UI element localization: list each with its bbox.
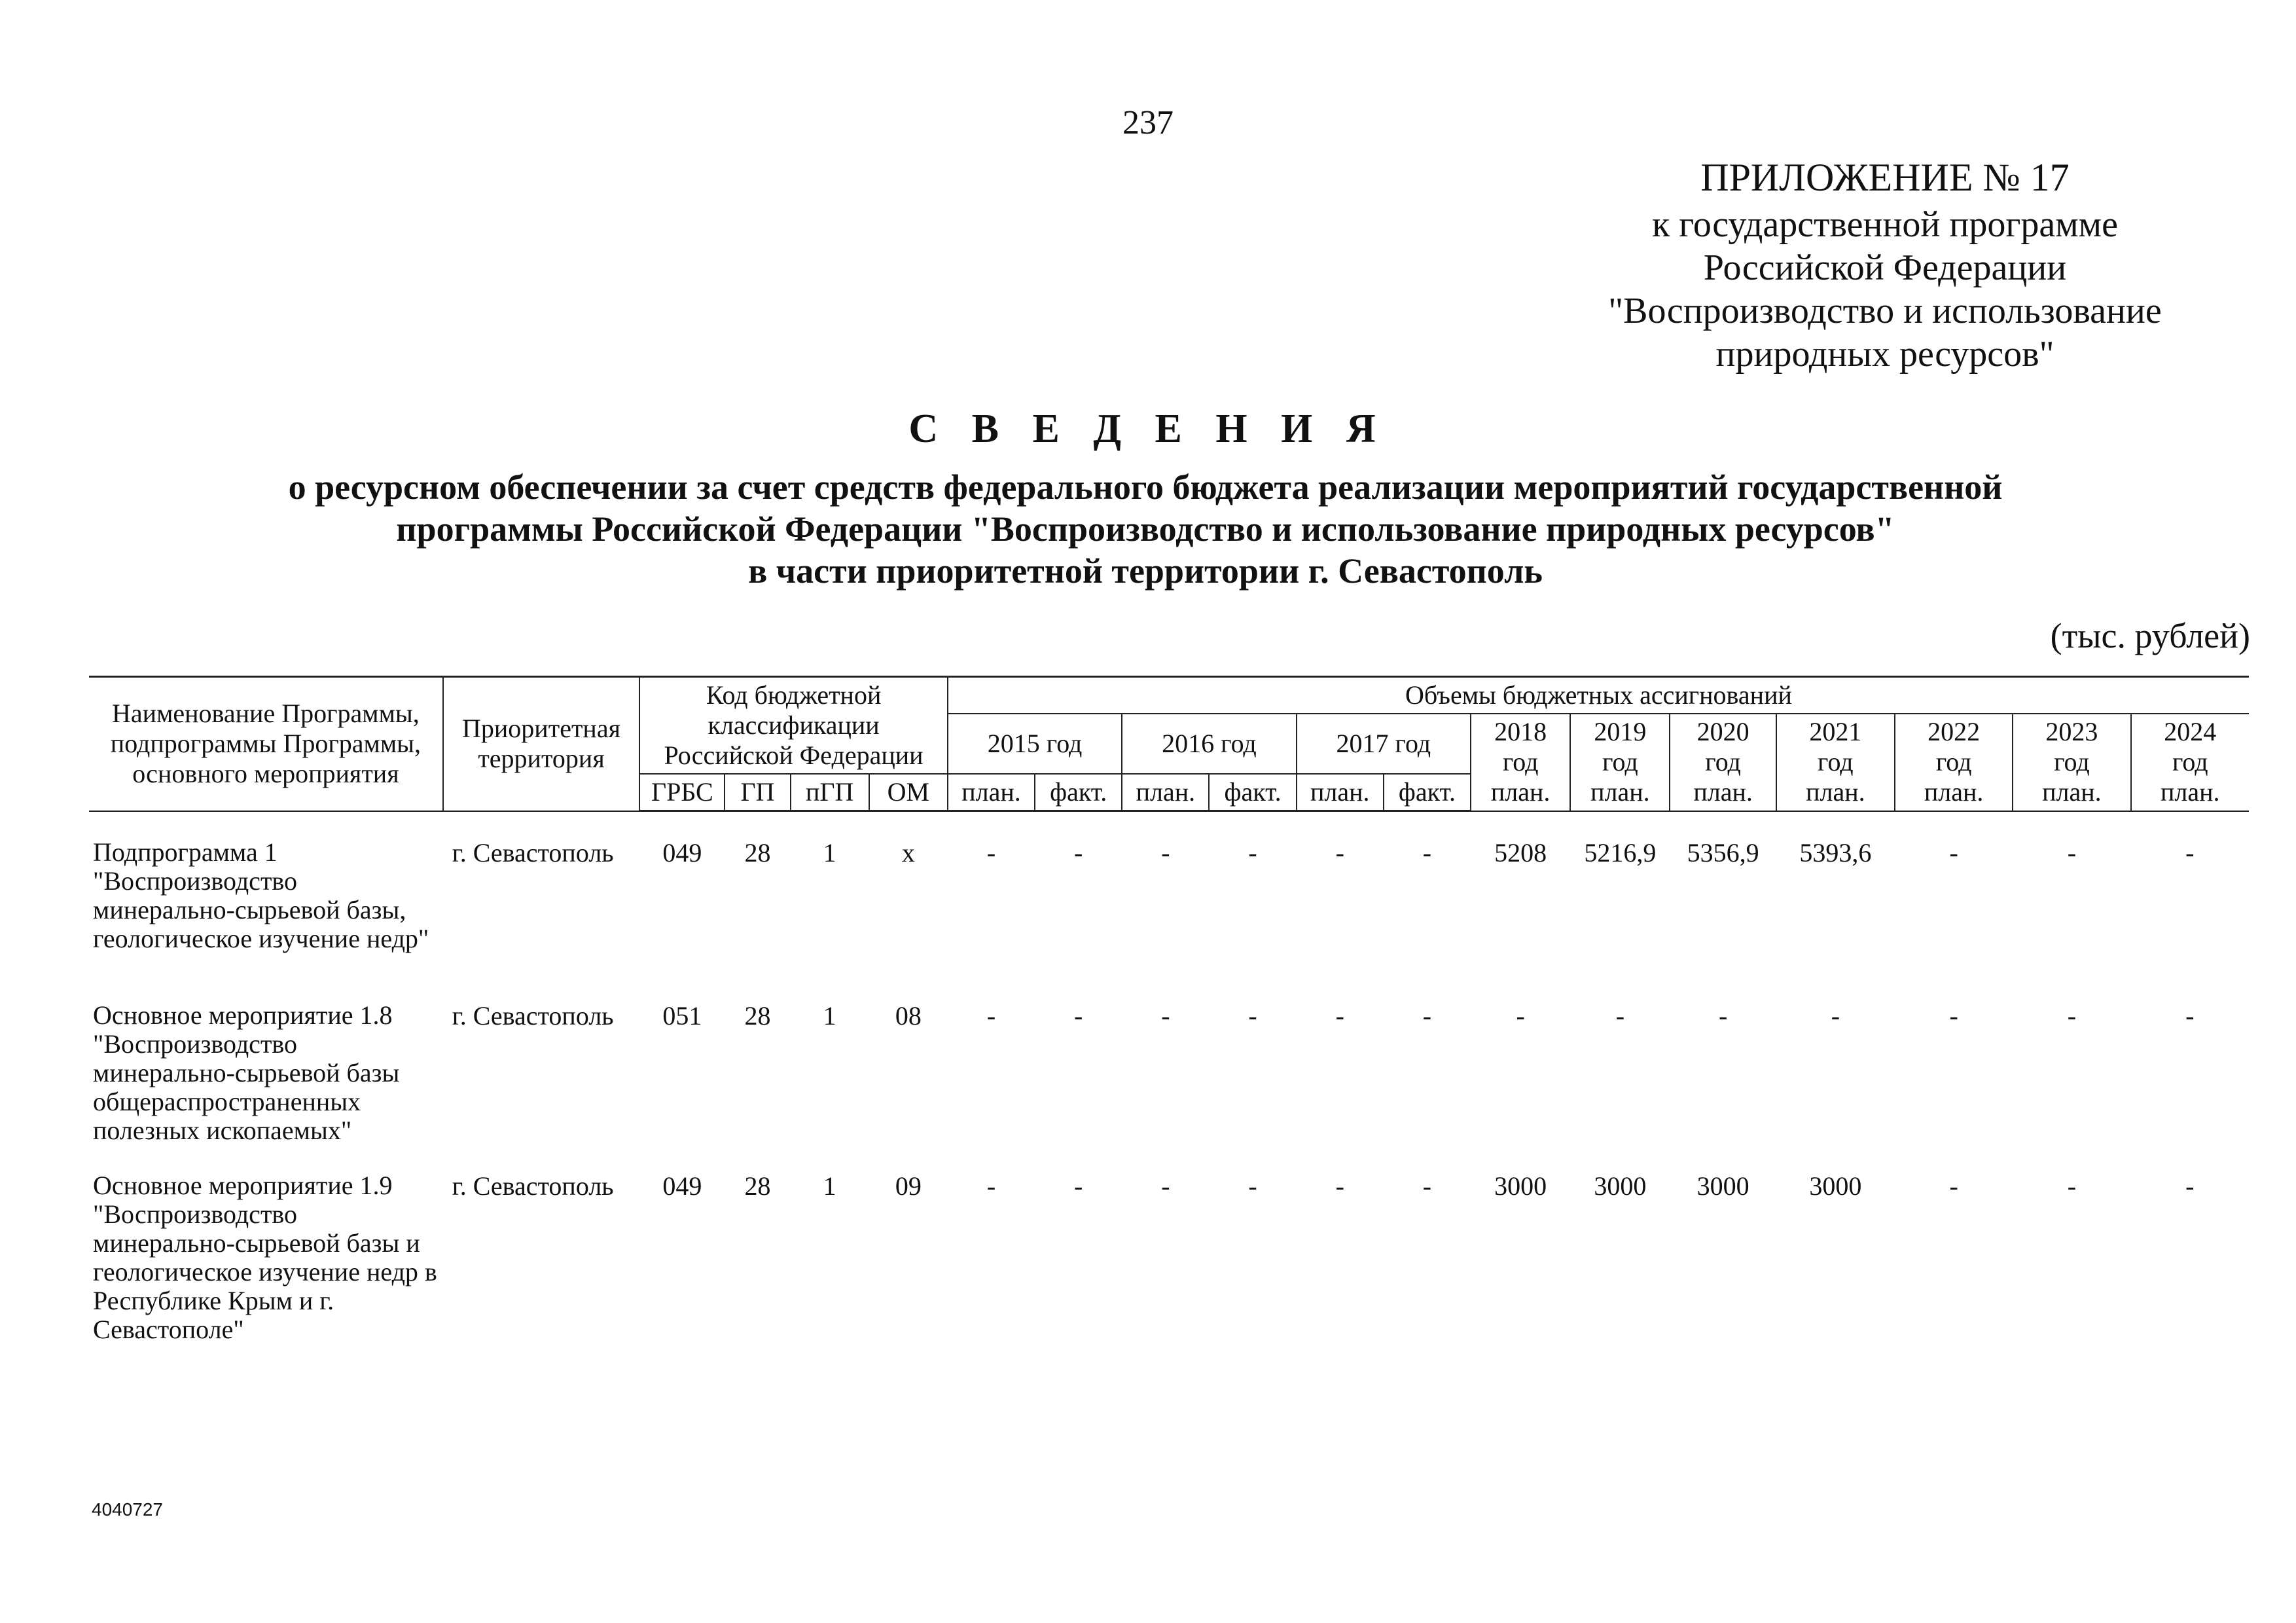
row-value: -	[1161, 838, 1170, 867]
row-value: -	[986, 838, 996, 867]
row-value: -	[1074, 1171, 1083, 1201]
row-value: -	[1949, 837, 1958, 867]
row-value: -	[1949, 1171, 1958, 1201]
subtitle-line: о ресурсном обеспечении за счет средств федерального бюджета реализации мероприятий государственной	[288, 467, 2003, 507]
header-code-pgp: пГП	[791, 774, 869, 811]
header-name: Наименование Программы, подпрограммы Программы, основного мероприятия	[89, 677, 443, 811]
header-plan-2015: план.	[948, 774, 1035, 811]
header-year-2022: 2022 год план.	[1895, 714, 2013, 811]
row-code-pgp: 1	[823, 1000, 836, 1030]
row-code-gp: 28	[744, 1171, 771, 1201]
row-code-pgp: 1	[823, 838, 836, 867]
appendix-line: природных ресурсов"	[1715, 334, 2054, 374]
row-code-grbs: 049	[662, 1171, 702, 1201]
row-value: -	[1949, 1000, 1958, 1030]
row-value: 5216,9	[1584, 837, 1657, 867]
header-year-2019: 2019 год план.	[1570, 714, 1670, 811]
row-value: -	[1718, 1000, 1728, 1030]
row-value: -	[2185, 837, 2195, 867]
row-value: 5208	[1494, 837, 1547, 867]
header-year-2015: 2015 год	[948, 714, 1122, 774]
row-value: -	[1422, 1000, 1432, 1030]
row-value: -	[1335, 1171, 1344, 1201]
header-fact-2017: факт.	[1384, 774, 1471, 811]
appendix-line: к государственной программе	[1652, 204, 2118, 245]
header-fact-2016: факт.	[1209, 774, 1296, 811]
row-value: -	[1615, 1000, 1625, 1030]
footer-code: 4040727	[92, 1499, 164, 1520]
appendix-title: ПРИЛОЖЕНИЕ № 17	[1700, 156, 2070, 199]
row-value: -	[1074, 1000, 1083, 1030]
row-code-om: 09	[895, 1171, 922, 1201]
row-territory: г. Севастополь	[452, 837, 614, 867]
header-year-2016: 2016 год	[1122, 714, 1296, 774]
row-value: -	[1335, 838, 1344, 867]
appendix-line: "Воспроизводство и использование	[1608, 291, 2162, 331]
row-value: -	[986, 1171, 996, 1201]
header-code-om: ОМ	[869, 774, 948, 811]
units-label: (тыс. рублей)	[2050, 616, 2250, 655]
header-plan-2016: план.	[1122, 774, 1209, 811]
budget-table	[89, 676, 2249, 1344]
row-value: 3000	[1809, 1171, 1862, 1201]
header-budget-code: Код бюджетной классификации Российской Федерации	[639, 677, 948, 775]
row-value: -	[1161, 1000, 1170, 1030]
row-value: 3000	[1594, 1171, 1647, 1201]
header-plan-2017: план.	[1297, 774, 1384, 811]
row-value: -	[1248, 838, 1257, 867]
document-subtitle	[196, 466, 2094, 592]
subtitle-line: программы Российской Федерации "Воспроизводство и использование природных ресурсов"	[396, 509, 1895, 549]
row-name: Основное мероприятие 1.9 "Воспроизводство минерально-сырьевой базы и геологическое изучение недр в Республике Крым и г. Севастополе"	[93, 1170, 437, 1344]
row-value: -	[2067, 1000, 2077, 1030]
row-territory: г. Севастополь	[452, 1000, 614, 1030]
row-value: 3000	[1696, 1171, 1749, 1201]
table-row	[89, 811, 2249, 975]
row-value: 3000	[1494, 1171, 1547, 1201]
table-row	[89, 1145, 2249, 1344]
row-code-om: х	[901, 838, 915, 867]
document-title: С В Е Д Е Н И Я	[908, 407, 1388, 451]
row-value: -	[1074, 838, 1083, 867]
row-code-grbs: 049	[662, 838, 702, 867]
row-value: -	[1248, 1171, 1257, 1201]
row-code-pgp: 1	[823, 1171, 836, 1201]
header-territory: Приоритетная территория	[443, 677, 639, 811]
header-fact-2015: факт.	[1035, 774, 1122, 811]
row-value: -	[2067, 1171, 2077, 1201]
header-year-2023: 2023 год план.	[2013, 714, 2130, 811]
subtitle-line: в части приоритетной территории г. Севастополь	[748, 551, 1543, 591]
row-value: 5393,6	[1799, 837, 1872, 867]
header-volumes: Объемы бюджетных ассигнований	[948, 677, 2249, 714]
row-code-gp: 28	[744, 838, 771, 867]
row-value: -	[2067, 837, 2077, 867]
header-code-gp: ГП	[725, 774, 790, 811]
header-year-2021: 2021 год план.	[1776, 714, 1895, 811]
row-code-gp: 28	[744, 1000, 771, 1030]
row-value: 5356,9	[1687, 837, 1759, 867]
row-territory: г. Севастополь	[452, 1171, 614, 1201]
header-year-2020: 2020 год план.	[1670, 714, 1776, 811]
page-number: 237	[1122, 104, 1174, 141]
appendix-block	[1558, 156, 2212, 376]
row-code-om: 08	[895, 1000, 922, 1030]
appendix-line: Российской Федерации	[1703, 247, 2067, 288]
row-code-grbs: 051	[662, 1000, 702, 1030]
row-value: -	[1422, 1171, 1432, 1201]
row-name: Основное мероприятие 1.8 "Воспроизводство минерально-сырьевой базы общераспространенных полезных ископаемых"	[93, 1000, 400, 1145]
row-value: -	[1422, 838, 1432, 867]
header-year-2024: 2024 год план.	[2131, 714, 2249, 811]
row-value: -	[1161, 1171, 1170, 1201]
header-year-2017: 2017 год	[1297, 714, 1471, 774]
header-code-grbs: ГРБС	[639, 774, 725, 811]
row-value: -	[1248, 1000, 1257, 1030]
row-value: -	[986, 1000, 996, 1030]
row-value: -	[1335, 1000, 1344, 1030]
header-year-2018: 2018 год план.	[1471, 714, 1570, 811]
row-name: Подпрограмма 1 "Воспроизводство минерально-сырьевой базы, геологическое изучение недр"	[93, 837, 429, 953]
row-value: -	[2185, 1000, 2195, 1030]
table-row	[89, 975, 2249, 1145]
row-value: -	[1516, 1000, 1525, 1030]
row-value: -	[2185, 1171, 2195, 1201]
row-value: -	[1831, 1000, 1840, 1030]
